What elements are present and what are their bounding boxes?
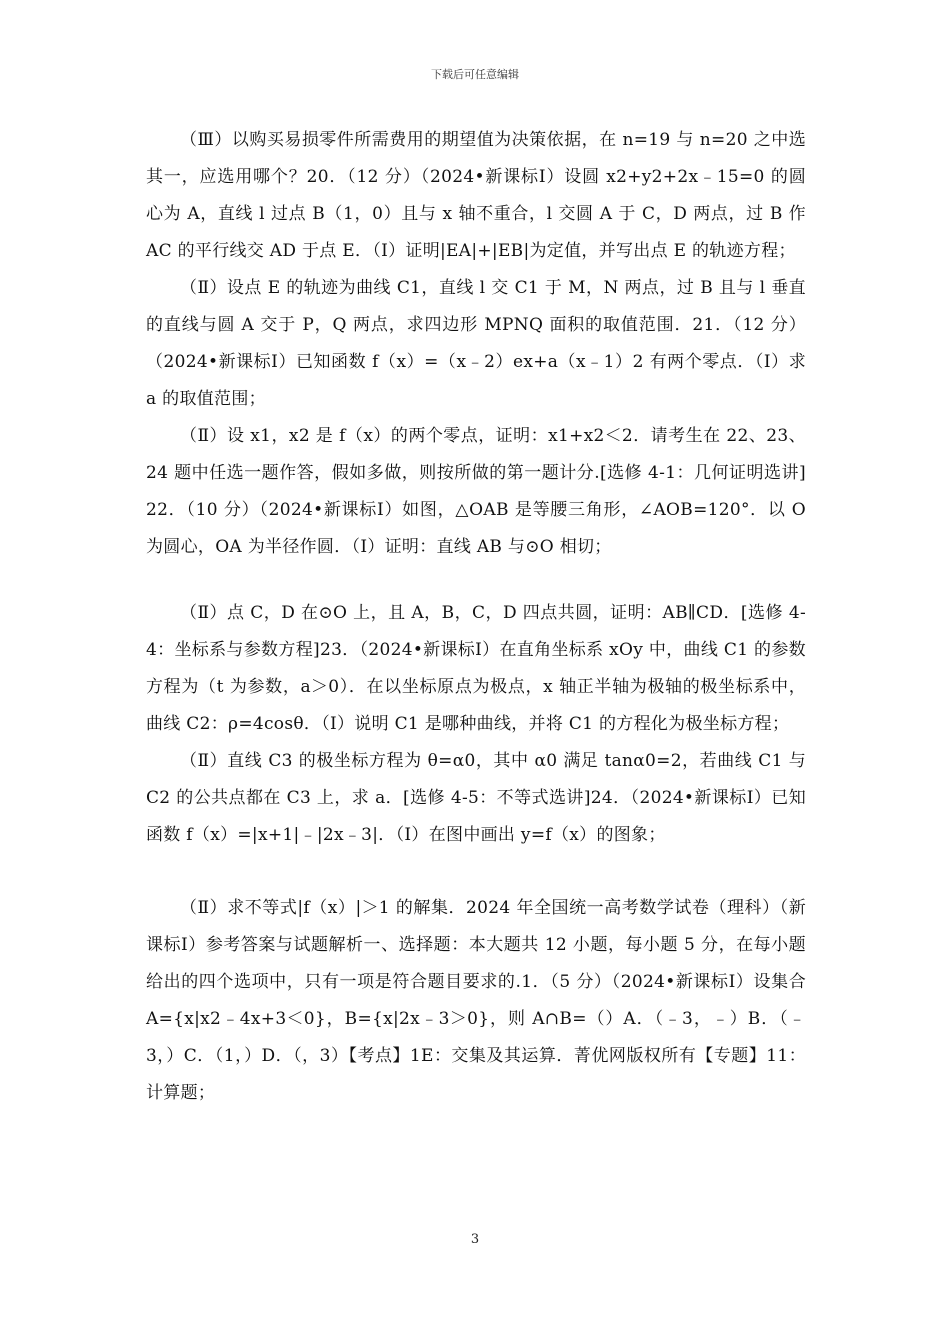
page-header: 下载后可任意编辑	[431, 68, 519, 81]
paragraph-q23-q24: （Ⅱ）直线 C3 的极坐标方程为 θ=α0，其中 α0 满足 tanα0=2，若曲线 C1 与 C2 的公共点都在 C3 上，求 a．[选修 4-5：不等式选讲]24．（2024•新课标Ⅰ）已知函数 f（x）=|x+1|﹣|2x﹣3|．（Ⅰ）在图中画出 y=f（x）的图象；	[146, 751, 806, 845]
paragraph-q19-q20: （Ⅲ）以购买易损零件所需费用的期望值为决策依据，在 n=19 与 n=20 之中选其一，应选用哪个？20．（12 分）（2024•新课标Ⅰ）设圆 x2+y2+2x﹣15=0 的圆心为 A，直线 l 过点 B（1，0）且与 x 轴不重合，l 交圆 A 于 C，D 两点，过 B 作 AC 的平行线交 AD 于点 E．（Ⅰ）证明|EA|+|EB|为定值，并写出点 E 的轨迹方程；	[146, 130, 806, 261]
page-number: 3	[470, 1232, 480, 1247]
paragraph-q21-q22: （Ⅱ）设 x1，x2 是 f（x）的两个零点，证明：x1+x2＜2．请考生在 22、23、24 题中任选一题作答，假如多做，则按所做的第一题计分.[选修 4-1：几何证明选讲]22．（10 分）（2024•新课标Ⅰ）如图，△OAB 是等腰三角形，∠AOB=120°．以 O 为圆心，OA 为半径作圆．（Ⅰ）证明：直线 AB 与⊙O 相切；	[146, 426, 806, 557]
paragraph-q20-q21: （Ⅱ）设点 E 的轨迹为曲线 C1，直线 l 交 C1 于 M，N 两点，过 B 且与 l 垂直的直线与圆 A 交于 P，Q 两点，求四边形 MPNQ 面积的取值范围．21．（12 分）（2024•新课标Ⅰ）已知函数 f（x）=（x﹣2）ex+a（x﹣1）2 有两个零点．（Ⅰ）求 a 的取值范围；	[146, 278, 806, 409]
paragraph-q24-answers: （Ⅱ）求不等式|f（x）|＞1 的解集．2024 年全国统一高考数学试卷（理科）（新课标Ⅰ）参考答案与试题解析一、选择题：本大题共 12 小题，每小题 5 分，在每小题给出的四个选项中，只有一项是符合题目要求的.1．（5 分）（2024•新课标Ⅰ）设集合 A={x|x2﹣4x+3＜0}，B={x|2x﹣3＞0}，则 A∩B=（）A．（﹣3，﹣）B．（﹣3，）C．（1，）D．（，3）【考点】1E：交集及其运算．菁优网版权所有【专题】11：计算题；	[146, 898, 807, 1103]
body-text	[146, 122, 806, 1112]
paragraph-q22-q23: （Ⅱ）点 C，D 在⊙O 上，且 A，B，C，D 四点共圆，证明：AB∥CD．[选修 4-4：坐标系与参数方程]23．（2024•新课标Ⅰ）在直角坐标系 xOy 中，曲线 C1 的参数方程为（t 为参数，a＞0）．在以坐标原点为极点，x 轴正半轴为极轴的极坐标系中，曲线 C2：ρ=4cosθ．（Ⅰ）说明 C1 是哪种曲线，并将 C1 的方程化为极坐标方程；	[146, 603, 806, 734]
